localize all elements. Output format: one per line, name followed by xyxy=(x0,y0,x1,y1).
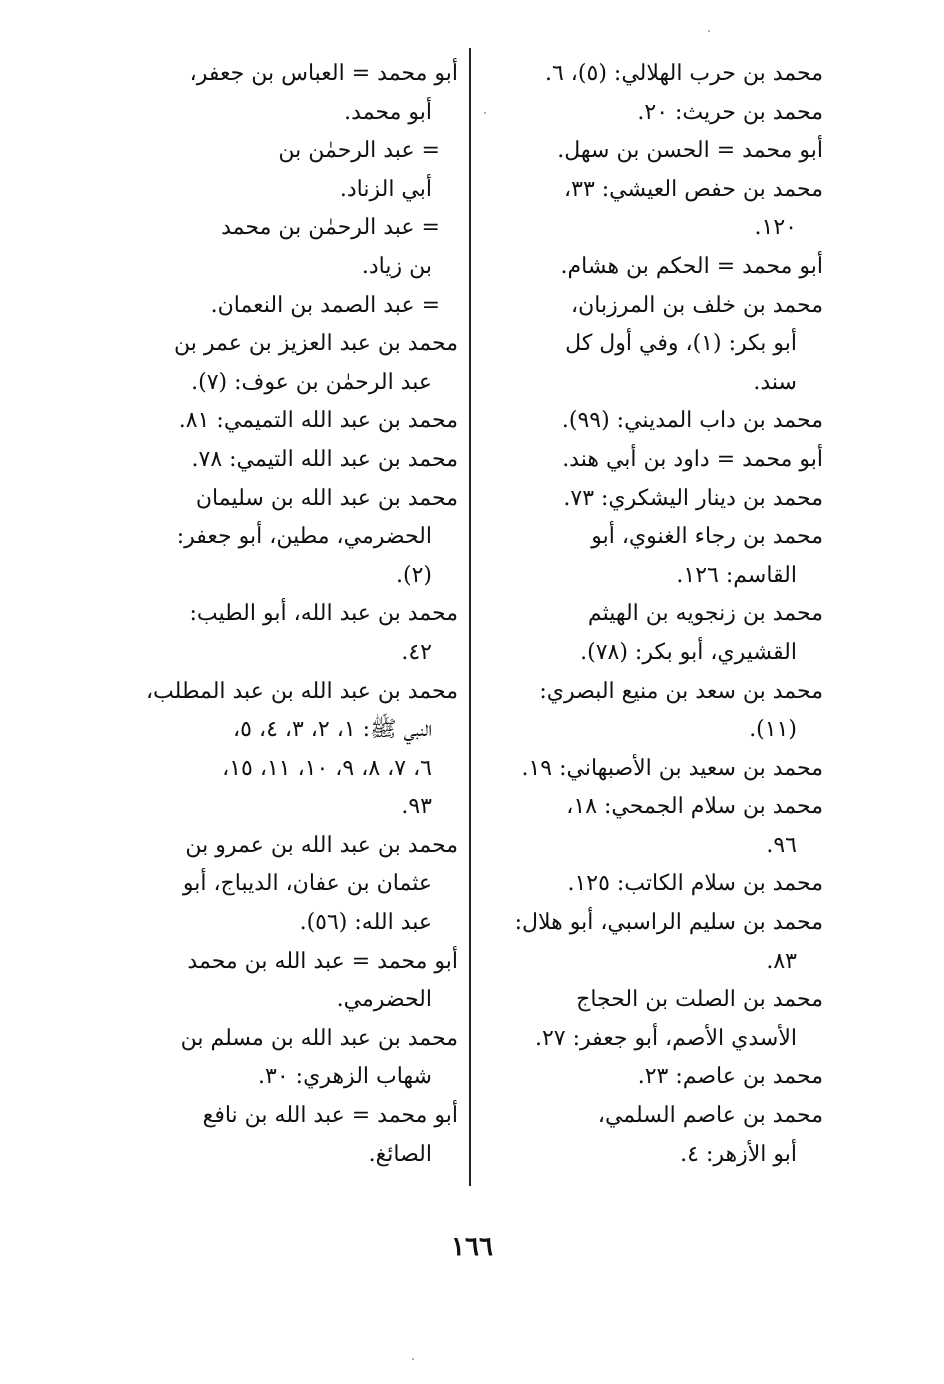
left-column-line: الصائغ. xyxy=(368,1141,432,1167)
left-column-line: النبي ﷺ: ١، ٢، ٣، ٤، ٥، xyxy=(233,717,432,743)
left-column-line: محمد بن عبد الله التميمي: ٨١. xyxy=(178,408,458,434)
right-column-line: محمد بن سعيد بن الأصبهاني: ١٩. xyxy=(521,755,823,781)
column-divider xyxy=(469,48,471,1186)
left-column-line: الحضرمي، مطين، أبو جعفر: xyxy=(176,524,432,550)
right-column-line: محمد بن عاصم: ٢٣. xyxy=(637,1064,823,1090)
right-column-line: محمد بن حفص العيشي: ٣٣، xyxy=(564,176,823,202)
left-column-line: محمد بن عبد الله التيمي: ٧٨. xyxy=(191,446,458,472)
left-column-line: أبو محمد = عبد الله بن محمد xyxy=(187,948,458,974)
page-number: ١٦٦ xyxy=(451,1232,493,1262)
left-column-line: عبد الرحمٰن بن عوف: (٧). xyxy=(191,369,432,395)
left-column-line: ٩٣. xyxy=(401,794,432,820)
left-column-line: شهاب الزهري: ٣٠. xyxy=(258,1064,432,1090)
right-column-line: سند. xyxy=(753,369,797,395)
right-column-line: أبو بكر: (١)، وفي أول كل xyxy=(565,331,797,357)
left-column-line: محمد بن عبد العزيز بن عمر بن xyxy=(174,331,458,357)
left-column-line: الحضرمي. xyxy=(336,987,432,1013)
left-column-line: = عبد الرحمٰن بن محمد xyxy=(221,215,440,241)
left-column-line: أبو محمد = عبد الله بن نافع xyxy=(202,1103,458,1129)
left-column-line: أبي الزناد. xyxy=(339,176,432,202)
left-column-line: أبو محمد. xyxy=(344,99,432,125)
left-column-line: محمد بن عبد الله بن سليمان xyxy=(195,485,458,511)
right-column-line: محمد بن دينار اليشكري: ٧٣. xyxy=(563,485,823,511)
right-column-line: القاسم: ١٢٦. xyxy=(676,562,797,588)
right-column-line: أبو الأزهر: ٤. xyxy=(680,1141,797,1167)
scan-speck xyxy=(484,112,486,114)
right-column-line: (١١). xyxy=(749,717,797,743)
right-column-line: محمد بن سلام الكاتب: ١٢٥. xyxy=(567,871,823,897)
index-column-right xyxy=(485,55,823,1174)
left-column-line: = عبد الرحمٰن بن xyxy=(278,138,440,164)
right-column-line: أبو محمد = الحسن بن سهل. xyxy=(557,138,823,164)
right-column-line: محمد بن رجاء الغنوي، أبو xyxy=(591,524,823,550)
right-column-line: الأسدي الأصم، أبو جعفر: ٢٧. xyxy=(534,1025,797,1051)
left-column-line: = عبد الصمد بن النعمان. xyxy=(210,292,440,318)
right-column-line: ٨٣. xyxy=(766,948,797,974)
right-column-line: محمد بن داب المديني: (٩٩). xyxy=(561,408,823,434)
right-column-line: محمد بن عاصم السلمي، xyxy=(597,1103,823,1129)
scan-speck xyxy=(708,30,710,32)
left-column-line: محمد بن عبد الله بن عبد المطلب، xyxy=(145,678,458,704)
left-column-line: أبو محمد = العباس بن جعفر، xyxy=(189,61,458,86)
right-column-line: محمد بن سليم الراسبي، أبو هلال: xyxy=(514,910,823,936)
left-column-line: عبد الله: (٥٦). xyxy=(299,910,432,936)
right-column-line: ١٢٠. xyxy=(754,215,797,241)
scan-speck xyxy=(412,1358,414,1360)
left-column-line: محمد بن عبد الله بن عمرو بن xyxy=(185,832,458,858)
index-column-left xyxy=(118,55,458,1174)
left-column-line: محمد بن عبد الله، أبو الطيب: xyxy=(189,601,458,627)
right-column-line: محمد بن الصلت بن الحجاج xyxy=(576,987,823,1013)
right-column-line: محمد بن خلف بن المرزبان، xyxy=(570,292,823,318)
right-column-line: القشيري، أبو بكر: (٧٨). xyxy=(580,639,797,665)
left-column-line: (٢). xyxy=(396,562,432,588)
right-column-line: محمد بن سعد بن منيع البصري: xyxy=(539,678,823,704)
right-column-line: محمد بن زنجويه بن الهيثم xyxy=(587,601,823,627)
right-column-line: محمد بن حريث: ٢٠. xyxy=(637,99,823,125)
left-column-line: ٤٢. xyxy=(401,639,432,665)
right-column-line: محمد بن حرب الهلالي: (٥)، ٦. xyxy=(544,61,823,86)
left-column-line: عثمان بن عفان، الديباج، أبو xyxy=(182,871,432,897)
left-column-line: بن زياد. xyxy=(361,253,432,279)
left-column-line: ٦، ٧، ٨، ٩، ١٠، ١١، ١٥، xyxy=(222,755,432,781)
right-column-line: محمد بن سلام الجمحي: ١٨، xyxy=(566,794,823,820)
left-column-line: محمد بن عبد الله بن مسلم بن xyxy=(180,1025,458,1051)
right-column-line: أبو محمد = الحكم بن هشام. xyxy=(560,253,823,279)
right-column-line: ٩٦. xyxy=(766,832,797,858)
right-column-line: أبو محمد = داود بن أبي هند. xyxy=(562,446,823,472)
